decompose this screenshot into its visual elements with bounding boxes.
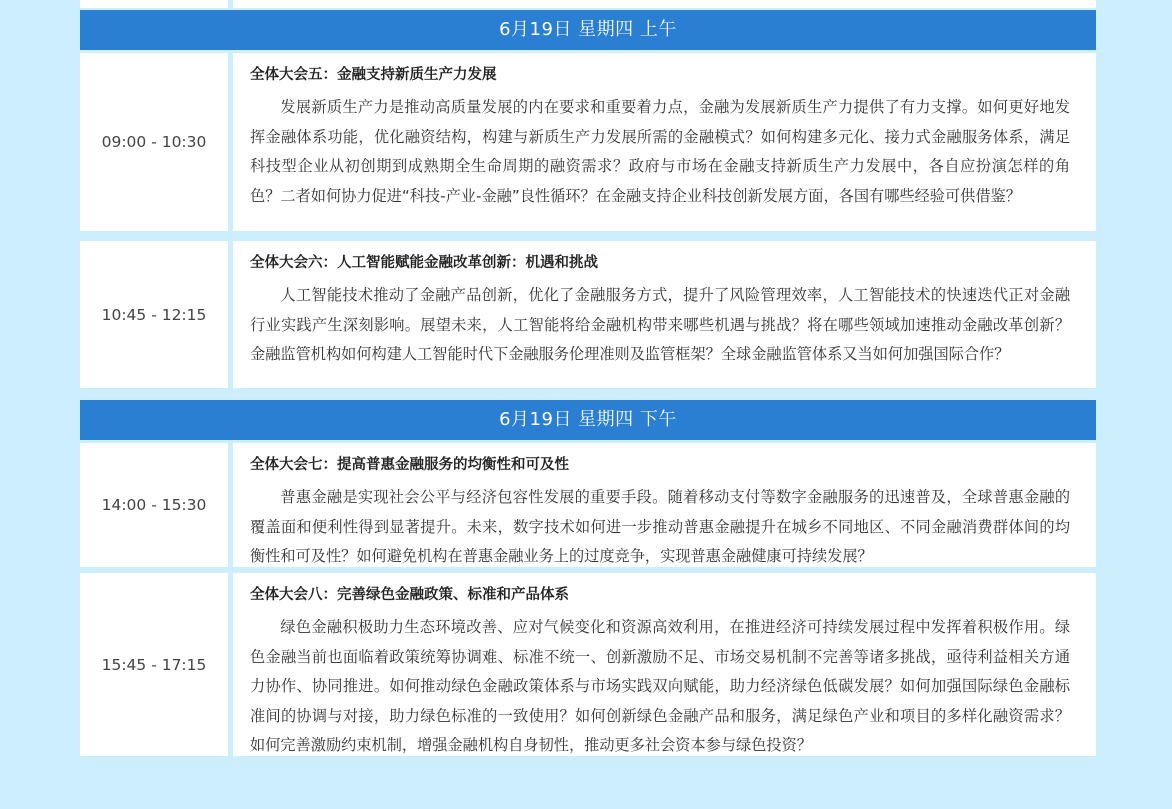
session-content <box>233 443 1096 567</box>
session-time: 15:45 - 17:15 <box>80 573 228 756</box>
session-time: 14:00 - 15:30 <box>80 443 228 567</box>
previous-content-cell <box>233 0 1096 8</box>
session-title: 全体大会七：提高普惠金融服务的均衡性和可及性 <box>250 457 569 473</box>
session-time: 09:00 - 10:30 <box>80 53 228 231</box>
session-description: 发展新质生产力是推动高质量发展的内在要求和重要着力点，金融为发展新质生产力提供了有力支撑。如何更好地发挥金融体系功能，优化融资结构，构建与新质生产力发展所需的金融模式？如何构建多元化、接力式金融服务体系，满足科技型企业从初创期到成熟期全生命周期的融资需求？政府与市场在金融支持新质生产力发展中，各自应扮演怎样的角色？二者如何协力促进“科技-产业-金融”良性循环？在金融支持企业科技创新发展方面，各国有哪些经验可供借鉴？ <box>250 98 1070 205</box>
agenda-row <box>80 573 1096 756</box>
day-header-morning: 6月19日 星期四 上午 <box>80 10 1096 50</box>
agenda-row <box>80 443 1096 567</box>
previous-time-cell <box>80 0 228 8</box>
session-description: 绿色金融积极助力生态环境改善、应对气候变化和资源高效利用，在推进经济可持续发展过程中发挥着积极作用。绿色金融当前也面临着政策统筹协调难、标准不统一、创新激励不足、市场交易机制不完善等诸多挑战，亟待利益相关方通力协作、协同推进。如何推动绿色金融政策体系与市场实践双向赋能，助力经济绿色低碳发展？如何加强国际绿色金融标准间的协调与对接，助力绿色标准的一致使用？如何创新绿色金融产品和服务，满足绿色产业和项目的多样化融资需求？如何完善激励约束机制，增强金融机构自身韧性，推动更多社会资本参与绿色投资？ <box>250 618 1070 754</box>
agenda-row <box>80 241 1096 388</box>
agenda-row <box>80 53 1096 231</box>
session-title: 全体大会五：金融支持新质生产力发展 <box>250 67 497 83</box>
session-content <box>233 241 1096 388</box>
session-time: 10:45 - 12:15 <box>80 241 228 388</box>
agenda-table <box>80 0 1096 756</box>
session-description: 普惠金融是实现社会公平与经济包容性发展的重要手段。随着移动支付等数字金融服务的迅速普及，全球普惠金融的覆盖面和便利性得到显著提升。未来，数字技术如何进一步推动普惠金融提升在城乡不同地区、不同金融消费群体间的均衡性和可及性？如何避免机构在普惠金融业务上的过度竞争，实现普惠金融健康可持续发展？ <box>250 488 1070 565</box>
session-title: 全体大会六：人工智能赋能金融改革创新：机遇和挑战 <box>250 255 598 271</box>
session-title: 全体大会八：完善绿色金融政策、标准和产品体系 <box>250 587 569 603</box>
session-content <box>233 573 1096 756</box>
previous-row-stub <box>80 0 1096 8</box>
session-content <box>233 53 1096 231</box>
session-description: 人工智能技术推动了金融产品创新，优化了金融服务方式，提升了风险管理效率，人工智能技术的快速迭代正对金融行业实践产生深刻影响。展望未来，人工智能将给金融机构带来哪些机遇与挑战？将在哪些领域加速推动金融改革创新？金融监管机构如何构建人工智能时代下金融服务伦理准则及监管框架？全球金融监管体系又当如何加强国际合作？ <box>250 286 1070 363</box>
day-header-afternoon: 6月19日 星期四 下午 <box>80 400 1096 440</box>
